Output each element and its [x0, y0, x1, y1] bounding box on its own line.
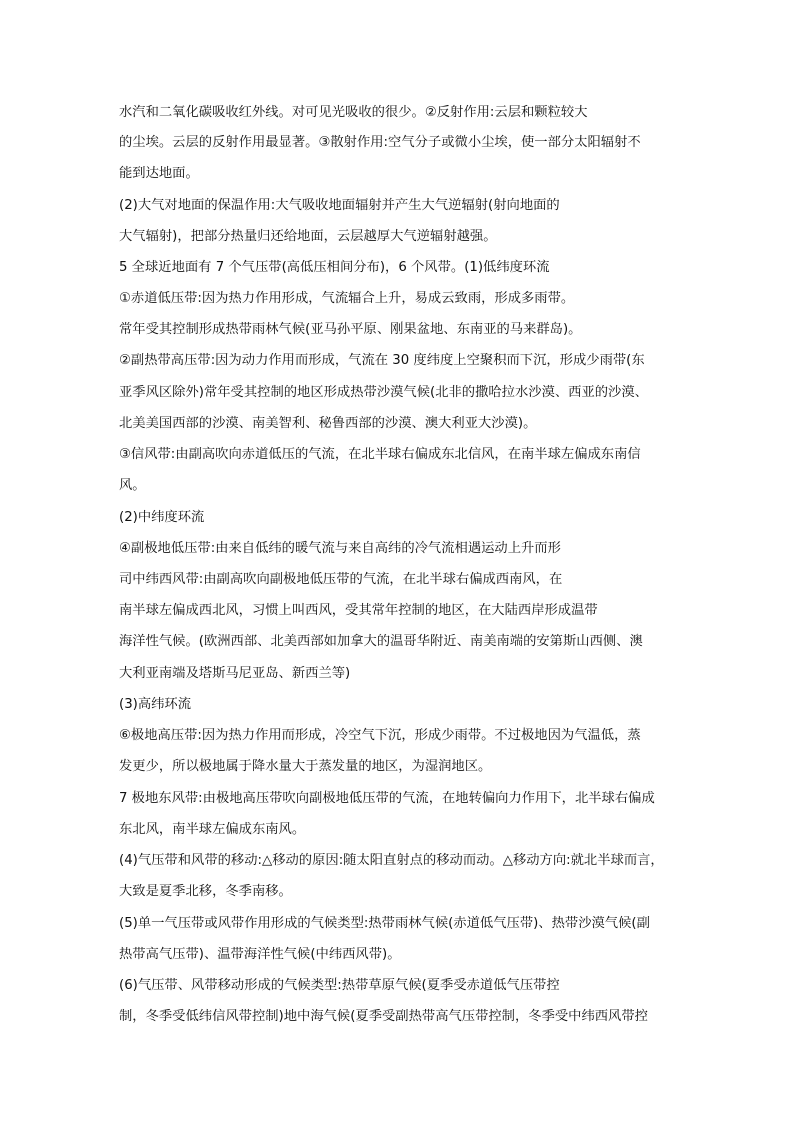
text-line: ⑥极地高压带:因为热力作用而形成，冷空气下沉，形成少雨带。不过极地因为气温低，蒸: [119, 728, 641, 743]
text-line: 常年受其控制形成热带雨林气候(亚马孙平原、刚果盆地、东南亚的马来群岛)。: [119, 322, 582, 337]
text-line: 风。: [119, 478, 146, 493]
text-line: (2)大气对地面的保温作用:大气吸收地面辐射并产生大气逆辐射(射向地面的: [119, 198, 560, 213]
text-line: 亚季风区除外)常年受其控制的地区形成热带沙漠气候(北非的撒哈拉水沙漠、西亚的沙漠、: [119, 385, 648, 400]
text-line: 制，冬季受低纬信风带控制)地中海气候(夏季受副热带高气压带控制，冬季受中纬西风带控: [119, 1009, 648, 1024]
text-line: (2)中纬度环流: [119, 510, 205, 525]
text-line: (4)气压带和风带的移动:△移动的原因:随太阳直射点的移动而动。△移动方向:就北半球而言，: [119, 853, 664, 868]
text-line: 南半球左偏成西北风，习惯上叫西风，受其常年控制的地区，在大陆西岸形成温带: [119, 603, 598, 618]
text-line: 5 全球近地面有 7 个气压带(高低压相间分布)，6 个风带。(1)低纬度环流: [119, 260, 550, 275]
text-line: ③信风带:由副高吹向赤道低压的气流，在北半球右偏成东北信风，在南半球左偏成东南信: [119, 447, 641, 462]
text-line: 大利亚南端及塔斯马尼亚岛、新西兰等): [119, 666, 351, 681]
text-line: 热带高气压带)、温带海洋性气候(中纬西风带)。: [119, 947, 401, 962]
text-line: 水汽和二氧化碳吸收红外线。对可见光吸收的很少。②反射作用:云层和颗粒较大: [119, 105, 588, 120]
text-line: ②副热带高压带:因为动力作用而形成，气流在 30 度纬度上空聚积而下沉，形成少雨带(东: [119, 353, 645, 368]
text-line: 东北风，南半球左偏成东南风。: [119, 822, 306, 837]
text-line: (3)高纬环流: [119, 697, 192, 712]
text-line: (5)单一气压带或风带作用形成的气候类型:热带雨林气候(赤道低气压带)、热带沙漠气候(副: [119, 916, 650, 931]
text-line: (6)气压带、风带移动形成的气候类型:热带草原气候(夏季受赤道低气压带控: [119, 978, 560, 993]
text-line: 能到达地面。: [119, 166, 199, 181]
text-line: ④副极地低压带:由来自低纬的暖气流与来自高纬的冷气流相遇运动上升而形: [119, 541, 561, 556]
text-line: 7 极地东风带:由极地高压带吹向副极地低压带的气流，在地转偏向力作用下，北半球右偏成: [119, 791, 655, 806]
text-line: 北美美国西部的沙漠、南美智利、秘鲁西部的沙漠、澳大利亚大沙漠)。: [119, 416, 537, 431]
text-line: 司中纬西风带:由副高吹向副极地低压带的气流，在北半球右偏成西南风，在: [119, 572, 563, 587]
text-line: ①赤道低压带:因为热力作用形成，气流辐合上升，易成云致雨，形成多雨带。: [119, 291, 575, 306]
text-line: 的尘埃。云层的反射作用最显著。③散射作用:空气分子或微小尘埃，使一部分太阳辐射不: [119, 135, 641, 150]
text-line: 海洋性气候。(欧洲西部、北美西部如加拿大的温哥华附近、南美南端的安第斯山西侧、澳: [119, 634, 643, 649]
text-line: 大致是夏季北移，冬季南移。: [119, 884, 292, 899]
text-line: 发更少，所以极地属于降水量大于蒸发量的地区，为湿润地区。: [119, 759, 492, 774]
text-line: 大气辐射)，把部分热量归还给地面，云层越厚大气逆辐射越强。: [119, 229, 497, 244]
